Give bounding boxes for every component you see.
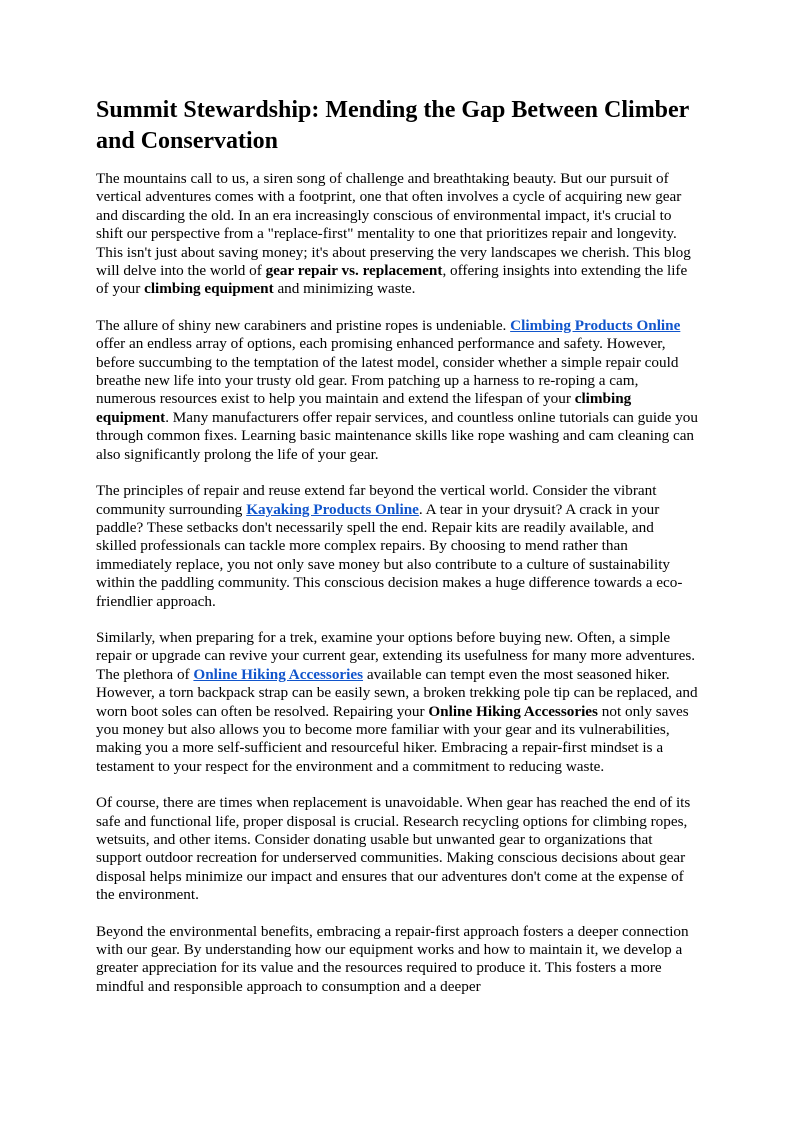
- paragraph-text: offer an endless array of options, each promising enhanced performance and safety. However, before succumbing to the temptation of the latest model, consider whether a simple repair could breathe new life into your trusty old gear. From patching up a harness to re-roping a cam, numerous resources exist to help you maintain and extend the lifespan of your: [96, 335, 679, 408]
- paragraph-disposal: Of course, there are times when replacement is unavoidable. When gear has reached the end of its safe and functional life, proper disposal is crucial. Research recycling options for climbing ropes, wetsuits, and other items. Consider donating usable but unwanted gear to organizations that support outdoor recreation for underserved communities. Making conscious decisions about gear disposal helps minimize our impact and ensures that our adventures don't come at the expense of the environment.: [96, 794, 691, 904]
- paragraph-text: The principles of repair and reuse extend far beyond the vertical world. Consider the vibrant community surrounding: [96, 482, 657, 518]
- link-hiking-accessories[interactable]: Online Hiking Accessories: [193, 665, 364, 683]
- paragraph-text: and minimizing waste.: [273, 280, 416, 298]
- bold-phrase-hiking-accessories: Online Hiking Accessories: [428, 702, 598, 720]
- paragraph-kayaking: [96, 482, 698, 611]
- paragraph-text: , offering insights into extending the life of your: [96, 262, 688, 298]
- link-climbing-products[interactable]: Climbing Products Online: [510, 316, 681, 334]
- bold-phrase-gear-repair: gear repair vs. replacement: [265, 262, 443, 280]
- bold-phrase-climbing-equipment: climbing equipment: [144, 280, 274, 298]
- bold-phrase-climbing-equipment: climbing equipment: [96, 390, 632, 426]
- paragraph-text: . A tear in your drysuit? A crack in your paddle? These setbacks don't necessarily spell the end. Repair kits are readily available, and skilled professionals can tackle more complex repairs. By choosing to mend rather than immediately replace, you not only save money but also contribute to a culture of sustainability within the paddling community. This conscious decision makes a huge difference towards a eco-friendlier approach.: [96, 500, 683, 610]
- paragraph-text: The mountains call to us, a siren song of challenge and breathtaking beauty. But our pursuit of vertical adventures comes with a footprint, one that often involves a cycle of acquiring new gear and discarding the old. In an era increasingly conscious of environmental impact, it's crucial to shift our perspective from a "replace-first" mentality to one that prioritizes repair and longevity. This isn't just about saving money; it's about preserving the very landscapes we cherish. This blog will delve into the world of: [96, 170, 691, 280]
- paragraph-climbing: [96, 317, 698, 464]
- paragraph-intro: [96, 170, 698, 299]
- link-kayaking-products[interactable]: Kayaking Products Online: [246, 500, 419, 518]
- paragraph-text: available can tempt even the most seasoned hiker. However, a torn backpack strap can be easily sewn, a broken trekking pole tip can be replaced, and worn boot soles can often be resolved. Repairing your: [96, 665, 698, 720]
- paragraph-text: The allure of shiny new carabiners and pristine ropes is undeniable.: [96, 316, 511, 334]
- paragraph-text: not only saves you money but also allows you to become more familiar with your gear and its vulnerabilities, making you a more self-sufficient and resourceful hiker. Embracing a repair-first mindset is a testament to your respect for the environment and a commitment to reducing waste.: [96, 702, 689, 775]
- article-title: Summit Stewardship: Mending the Gap Between Climber and Conservation: [96, 97, 689, 154]
- paragraph-benefits: Beyond the environmental benefits, embracing a repair-first approach fosters a deeper connection with our gear. By understanding how our equipment works and how to maintain it, we develop a greater appreciation for its value and the resources required to produce it. This fosters a more mindful and responsible approach to consumption and a deeper: [96, 922, 689, 995]
- paragraph-text: . Many manufacturers offer repair services, and countless online tutorials can guide you through common fixes. Learning basic maintenance skills like rope washing and cam cleaning can also significantly prolong the life of your gear.: [96, 408, 698, 463]
- paragraph-hiking: [96, 629, 698, 776]
- paragraph-text: Similarly, when preparing for a trek, examine your options before buying new. Often, a simple repair or upgrade can revive your current gear, extending its usefulness for many more adventures. The plethora of: [96, 628, 696, 683]
- document-page: [96, 95, 698, 1014]
